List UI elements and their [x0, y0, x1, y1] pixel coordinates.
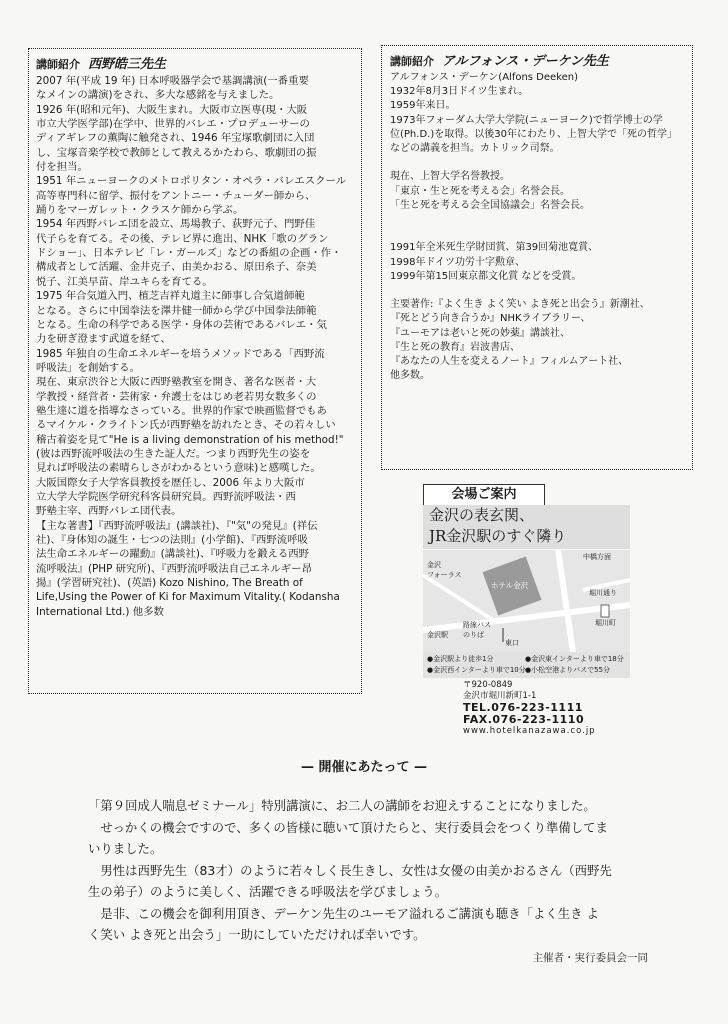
blank-line: [390, 156, 684, 170]
venue-banner-line1: 金沢の表玄関、: [429, 506, 535, 524]
blank-line: [390, 284, 684, 298]
blank-line: [390, 227, 684, 241]
text-line: 2007 年(平成 19 年) 日本呼吸器学会で基調講演(一番重要: [36, 75, 309, 87]
text-line: 法生命エネルギーの躍動』(講談社)、『呼吸力を鍛える西野: [36, 548, 310, 561]
text-line: 「第９回成人喘息ゼミナール」特別講演に、お二人の講師をお迎えすることになりました。: [88, 798, 596, 813]
text-line: せっかくの機会ですので、多くの皆様に聴いて頂けたらと、実行委員会をつくり準備してま: [88, 819, 608, 835]
profile-header: [36, 53, 354, 72]
text-line: ドショー」、日本テレビ「レ・ガールズ」などの番組の企画・作・: [36, 247, 342, 260]
text-line: アルフォンス・デーケン(Alfons Deeken): [390, 72, 579, 83]
map-label-hotel: ホテル金沢: [491, 581, 529, 590]
text-line: 1973年フォーダム大学大学院(ニューヨーク)で哲学博士の学: [390, 114, 663, 126]
profile-header: [390, 50, 684, 69]
text-line: などの講義を担当。カトリック司祭。: [390, 143, 560, 155]
text-line: 付を担当。: [36, 161, 88, 174]
text-line: 【主な著書】『西野流呼吸法』(講談社)、『"気"の発見』(祥伝: [36, 519, 318, 532]
text-line: となる。さらに中国拳法を澤井健一師から学び中国拳法師範: [36, 304, 317, 317]
map-label-bus: 路線バス のりば: [463, 621, 491, 639]
text-line: なメインの講演)をされ、多大な感銘を与えました。: [36, 89, 280, 102]
text-line: 『ユーモアは老いと死の妙薬』講談社、: [390, 327, 570, 339]
text-line: 「生と死を考える会全国協議会」名誉会長。: [390, 199, 590, 211]
lecturer-name: 西野皓三先生: [88, 57, 167, 72]
text-line: 1959年来日。: [390, 100, 456, 112]
text-line: 構成者として活躍、金井克子、由美かおる、原田糸子、奈美: [36, 261, 317, 274]
venue-guide: [423, 484, 630, 736]
direction-note: ●金沢駅より徒歩1分: [427, 655, 494, 663]
map-label-east: 東口: [505, 639, 519, 647]
text-line: 社)、『身体知の誕生・七つの法則』(小学館)、『西野流呼吸: [36, 534, 308, 546]
text-line: 1991年全米死生学財団賞、第39回菊池寛賞、: [390, 242, 599, 254]
text-line: 大阪国際女子大学客員教授を歴任し、2006 年より大阪市: [36, 476, 305, 489]
text-line: 踊りをマーガレット・クラスケ師から学ぶ。: [36, 204, 244, 217]
map-label-naka: 中橋方面: [583, 553, 611, 561]
text-line: 学教授・経営者・芸術家・弁護士をはじめ老若男女数多くの: [36, 390, 317, 403]
text-line: となる。生命の科学である医学・身体の芸術であるバレエ・気: [36, 318, 327, 331]
text-line: く笑い よき死と出会う」一助にしていただければ幸いです。: [88, 927, 426, 942]
text-line: International Ltd.) 他多数: [36, 605, 164, 618]
text-line: 流呼吸法』(PHP 研究所)、『西野流呼吸法自己エネルギー昂: [36, 562, 312, 575]
text-line: 1926 年(昭和元年)、大阪生まれ。大阪市立医専(現・大阪: [36, 103, 308, 116]
lecturer-name: アルフォンス・デーケン先生: [442, 54, 609, 69]
text-line: 是非、この機会を御利用頂き、デーケン先生のユーモア溢れるご講演も聴き「よく生き よ: [88, 905, 599, 921]
text-line: 「東京・生と死を考える会」名誉会長。: [390, 185, 570, 197]
message-title: — 開催にあたって —: [300, 760, 428, 775]
text-line: 稽古着姿を見て"He is a living demonstration of his method!": [36, 433, 344, 446]
profile-tag: 講師紹介: [390, 55, 434, 68]
direction-note: ●金沢西インターより車で10分: [427, 666, 526, 674]
map-label-station: 金沢駅: [427, 631, 448, 639]
profile-box-nishino: [28, 48, 362, 694]
profile-tag: 講師紹介: [36, 58, 80, 71]
text-line: 1999年第15回東京都文化賞 などを受賞。: [390, 270, 582, 282]
direction-note: ●金沢東インターより車で18分: [525, 655, 624, 663]
text-line: 1985 年独自の生命エネルギーを培うメソッドである「西野流: [36, 347, 325, 360]
text-line: 『死とどう向き合うか』NHKライブラリー、: [390, 313, 591, 325]
venue-url: www.hotelkanazawa.co.jp: [463, 726, 596, 736]
profile-box-deeken: [381, 45, 693, 470]
venue-zip: 〒920-0849: [463, 680, 513, 690]
text-line: 高等専門科に留学、振付をアントニー・チューダー師から、: [36, 189, 316, 202]
text-line: 生の弟子）のように美しく、活躍できる呼吸法を学びましょう。: [88, 884, 448, 899]
text-line: 悦子、江美早苗、岸ユキらを育てる。: [36, 275, 213, 288]
text-line: (彼は西野流呼吸法の生きた証人だ。つまり西野先生の姿を: [36, 447, 311, 460]
text-line: 現在、東京渋谷と大阪に西野塾教室を開き、著名な医者・大: [36, 376, 317, 389]
text-line: 見れば呼吸法の素晴らしさがわかるという意味)と感嘆した。: [36, 462, 321, 475]
text-line: 1975 年合気道入門、植芝吉祥丸道主に師事し合気道師範: [36, 290, 305, 303]
blank-line: [390, 213, 684, 227]
text-line: Life,Using the Power of Ki for Maximum Vitality.( Kodansha: [36, 591, 340, 604]
text-line: ディアギレフの薫陶に触発され、1946 年宝塚歌劇団に入団: [36, 132, 315, 145]
organizer: 主催者・実行委員会一同: [532, 952, 648, 964]
venue-tel: TEL.076-223-1111: [463, 701, 583, 714]
message-body: [88, 795, 668, 946]
profile-body: [390, 71, 684, 383]
text-line: 『生と死の教育』岩波書店、: [390, 341, 520, 353]
text-line: 1932年8月3日ドイツ生まれ。: [390, 86, 529, 98]
text-line: 呼吸法」を創始する。: [36, 361, 140, 374]
text-line: し、宝塚音楽学校で教師として教えるかたわら、歌劇団の振: [36, 146, 317, 159]
text-line: 男性は西野先生（83才）のように若々しく長生きし、女性は女優の由美かおるさん（西野先: [88, 862, 612, 878]
venue-label: 会場ご案内: [423, 484, 545, 506]
text-line: 他多数。: [390, 370, 430, 382]
text-line: 揚』(学習研究社)、(英語) Kozo Nishino, The Breath of: [36, 577, 303, 590]
text-line: 市立大学医学部)在学中、世界的バレエ・プロデューサーの: [36, 118, 310, 131]
text-line: 代子らを育てる。その後、テレビ界に進出、NHK「歌のグラン: [36, 232, 329, 245]
venue-fax: FAX.076-223-1110: [463, 713, 585, 726]
text-line: 『あなたの人生を変えるノート』フィルムアート社、: [390, 356, 629, 367]
text-line: 塾生達に道を指導なさっている。世界的作家で映画監督でもあ: [36, 404, 327, 417]
venue-directions: [423, 652, 630, 678]
text-line: 1951 年ニューヨークのメトロポリタン・オペラ・バレエスクール: [36, 175, 347, 188]
map-label-forus: 金沢 フォーラス: [427, 561, 462, 579]
text-line: 力を研ぎ澄ます武道を経て、: [36, 333, 171, 346]
direction-note: ●小松空港よりバスで55分: [525, 666, 611, 674]
venue-map: [423, 550, 630, 652]
map-label-signal: 堀川町: [595, 619, 616, 627]
text-line: 主要著作:『よく生き よく笑い よき死と出会う』新潮社、: [390, 299, 650, 311]
venue-banner-line2: JR金沢駅のすぐ隣り: [429, 527, 567, 545]
text-line: るマイケル・クライトン氏が西野塾を訪れたとき、その若々しい: [36, 419, 336, 432]
text-line: 野塾主宰、西野バレエ団代表。: [36, 505, 182, 518]
venue-address: 金沢市堀川新町1-1: [463, 691, 537, 701]
map-label-road: 堀川通り: [589, 589, 617, 597]
text-line: 1998年ドイツ功労十字勲章、: [390, 256, 525, 268]
text-line: いりました。: [88, 841, 163, 856]
profile-body: [36, 74, 354, 619]
text-line: 立大学大学院医学研究科客員研究員。西野流呼吸法・西: [36, 490, 296, 503]
text-line: 現在、上智大学名誉教授。: [390, 171, 510, 183]
text-line: 1954 年西野バレエ団を設立、馬場教子、荻野元子、門野佳: [36, 218, 316, 231]
venue-contact: [463, 680, 596, 737]
text-line: 位(Ph.D.)を取得。以後30年にわたり、上智大学で「死の哲学」: [390, 128, 677, 140]
venue-banner: [423, 505, 630, 549]
